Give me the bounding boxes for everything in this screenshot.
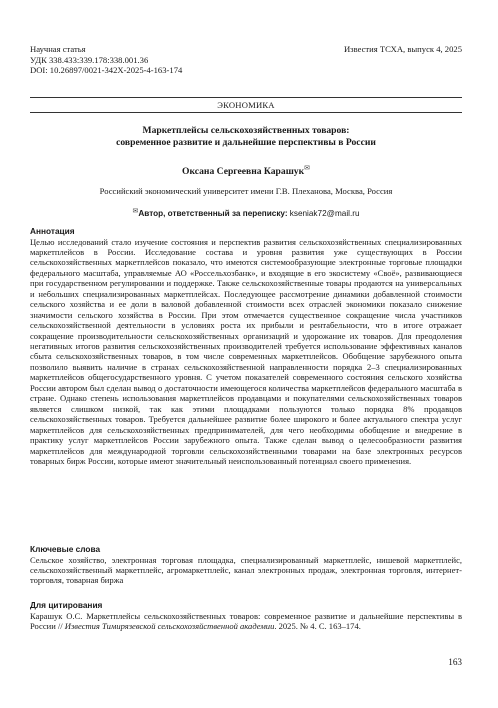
article-meta [30,44,182,76]
envelope-icon: ✉ [304,164,310,172]
section-heading: ЭКОНОМИКА [30,97,462,113]
article-type: Научная статья [30,44,86,54]
citation-tail: . 2025. № 4. С. 163–174. [274,620,361,631]
keywords-heading: Ключевые слова [30,544,101,554]
journal-issue: Известия ТСХА, выпуск 4, 2025 [343,44,462,54]
page-number: 163 [448,657,462,667]
envelope-icon: ✉ [132,207,139,215]
udc-code: УДК 338.433:339.178:338.001.36 [30,54,149,65]
keywords-text: Сельское хозяйство, электронная торговая площадка, специализированный маркетплейс, нишевой маркетплейс, сельскохозяйственный маркетплейс, агромаркетплейс, канал электронных продаж, электронная торговля, интернет-торговля, товарная биржа [30,554,462,586]
article-title [30,125,462,149]
correspondence-email[interactable]: kseniak72@mail.ru [289,209,360,218]
title-line-2: современное развитие и дальнейшие перспективы в России [116,137,376,148]
citation-journal: Известия Тимирязевской сельскохозяйственной академии [64,620,275,631]
abstract-heading: Аннотация [30,226,75,236]
author-name: Оксана Сергеевна Карашук [182,166,305,177]
citation-main: Карашук О.С. Маркетплейсы сельскохозяйственных товаров: современное развитие и дальнейшие перспективы в России // [30,610,462,631]
affiliation: Российский экономический университет имени Г.В. Плеханова, Москва, Россия [99,186,393,196]
author-line [30,162,462,178]
citation-heading: Для цитирования [30,600,103,610]
title-line-1: Маркетплейсы сельскохозяйственных товаров: [142,125,350,136]
doi[interactable]: DOI: 10.26897/0021-342X-2025-4-163-174 [30,65,183,76]
abstract-text: Целью исследований стало изучение состояния и перспектив развития сельскохозяйственных специализированных маркетплейсов в России. Исследование состава и уровня развития уже существующих в России сельскохозяйственных маркетплейсов показало, что имеются системообразующие электронные торговые площадки федерального масштаба, управляемые АО «Россельхозбанк», и входящие в его экосистему «Своё», развивающиеся при государственном регулировании и поддержке. Также сельскохозяйственные товары продаются на универсальных и небольших специализированных маркетплейсах. Последующее рассмотрение динамики добавленной стоимости сельского хозяйства и ее доли в валовой добавленной стоимости всех отраслей экономики показало снижение значимости сельского хозяйства в России. При этом отмечается существенное сокращение числа участников сельскохозяйственной деятельности в условиях роста их прибыли и рентабельности, что в итоге отражает сокращение производительности сельскохозяйственных организаций и удорожание их товаров. Для преодоления негативных итогов развития сельскохозяйственных производителей требуется использование эффективных каналов сбыта сельскохозяйственных товаров, в том числе современных маркетплейсов. Обобщение зарубежного опыта позволило выявить наличие в странах сельскохозяйственной направленности порядка 2–3 специализированных маркетплейсов общегосударственного уровня. С учетом показателей современного состояния сельского хозяйства России автором был сделан вывод о достаточности имеющегося количества маркетплейсов федерального масштаба в стране. Однако степень использования маркетплейсов продавцами и покупателями сельскохозяйственных товаров является слишком низкой, так как этими площадками пользуются только порядка 8% продавцов сельскохозяйственных товаров. Требуется дальнейшее развитие более широкого и более актуального спектра услуг маркетплейсов для сельскохозяйственных предпринимателей, для чего необходимы обобщение и внедрение в практику услуг маркетплейсов России зарубежного опыта. Также сделан вывод о целесообразности развития маркетплейсов для международной торговли сельскохозяйственными товарами на базе электронных ресурсов товарных бирж России, которые имеют значительный неиспользованный потенциал своего применения. [30,236,462,467]
correspondence-line [30,206,462,219]
keywords-section [30,544,462,586]
correspondence-label: Автор, ответственный за переписку: [138,209,288,218]
abstract-section [30,226,462,466]
citation-section [30,600,462,631]
citation-text [30,611,462,632]
